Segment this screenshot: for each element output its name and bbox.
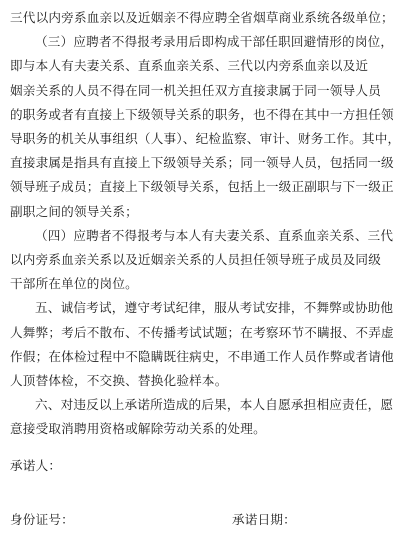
- text-line: 即与本人有夫妻关系、直系血亲关系、三代以内旁系血亲以及近: [10, 58, 369, 74]
- text-line: 六、对违反以上承诺所造成的后果，本人自愿承担相应责任，愿: [35, 397, 394, 413]
- paragraph-4: [10, 393, 403, 441]
- spacer: [10, 442, 403, 454]
- text-line: （三）应聘者不得报考录用后即构成干部任职回避情形的岗位，: [35, 34, 394, 50]
- promisor-row: [10, 454, 403, 478]
- text-line: 姻亲关系的人员不得在同一机关担任双方直接隶属于同一领导人员: [10, 82, 382, 98]
- paragraph-0: [10, 6, 403, 30]
- paragraph-2: [10, 224, 403, 297]
- text-line: 干部所在单位的岗位。: [10, 276, 138, 292]
- text-line: 直接隶属是指具有直接上下级领导关系；同一领导人员，包括同一级: [10, 155, 394, 171]
- text-line: 五、诚信考试，遵守考试纪律，服从考试安排，不舞弊或协助他: [35, 300, 394, 316]
- id-number-label: 身份证号：: [10, 511, 74, 527]
- text-line: 以内旁系血亲关系以及近姻亲关系的人员担任领导班子成员及同级: [10, 252, 382, 268]
- text-line: 副职之间的领导关系；: [10, 203, 138, 219]
- text-line: 领导班子成员；直接上下级领导关系，包括上一级正副职与下一级正: [10, 179, 394, 195]
- text-line: （四）应聘者不得报考与本人有夫妻关系、直系血亲关系、三代: [35, 227, 394, 243]
- text-line: 三代以内旁系血亲以及近姻亲不得应聘全省烟草商业系统各级单位；: [10, 10, 394, 25]
- text-line: 人舞弊；考后不散布、不传播考试试题；在考察环节不瞒报、不弄虚: [10, 324, 394, 340]
- promisor-label: 承诺人：: [10, 457, 62, 473]
- text-line: 的职务或者有直接上下级领导关系的职务，也不得在其中一方担任领: [10, 106, 394, 122]
- text-line: 作假；在体检过程中不隐瞒既往病史，不串通工作人员作弊或者请他: [10, 348, 394, 364]
- promise-date-label: 承诺日期：: [232, 511, 296, 527]
- text-line: 人顶替体检，不交换、替换化验样本。: [10, 373, 228, 389]
- spacer: [10, 478, 403, 508]
- text-line: 意接受取消聘用资格或解除劳动关系的处理。: [10, 421, 266, 437]
- paragraph-1: [10, 30, 403, 224]
- id-date-row: [10, 508, 403, 532]
- text-line: 导职务的机关从事组织（人事）、纪检监察、审计、财务工作。其中，: [10, 131, 401, 147]
- paragraph-3: [10, 296, 403, 393]
